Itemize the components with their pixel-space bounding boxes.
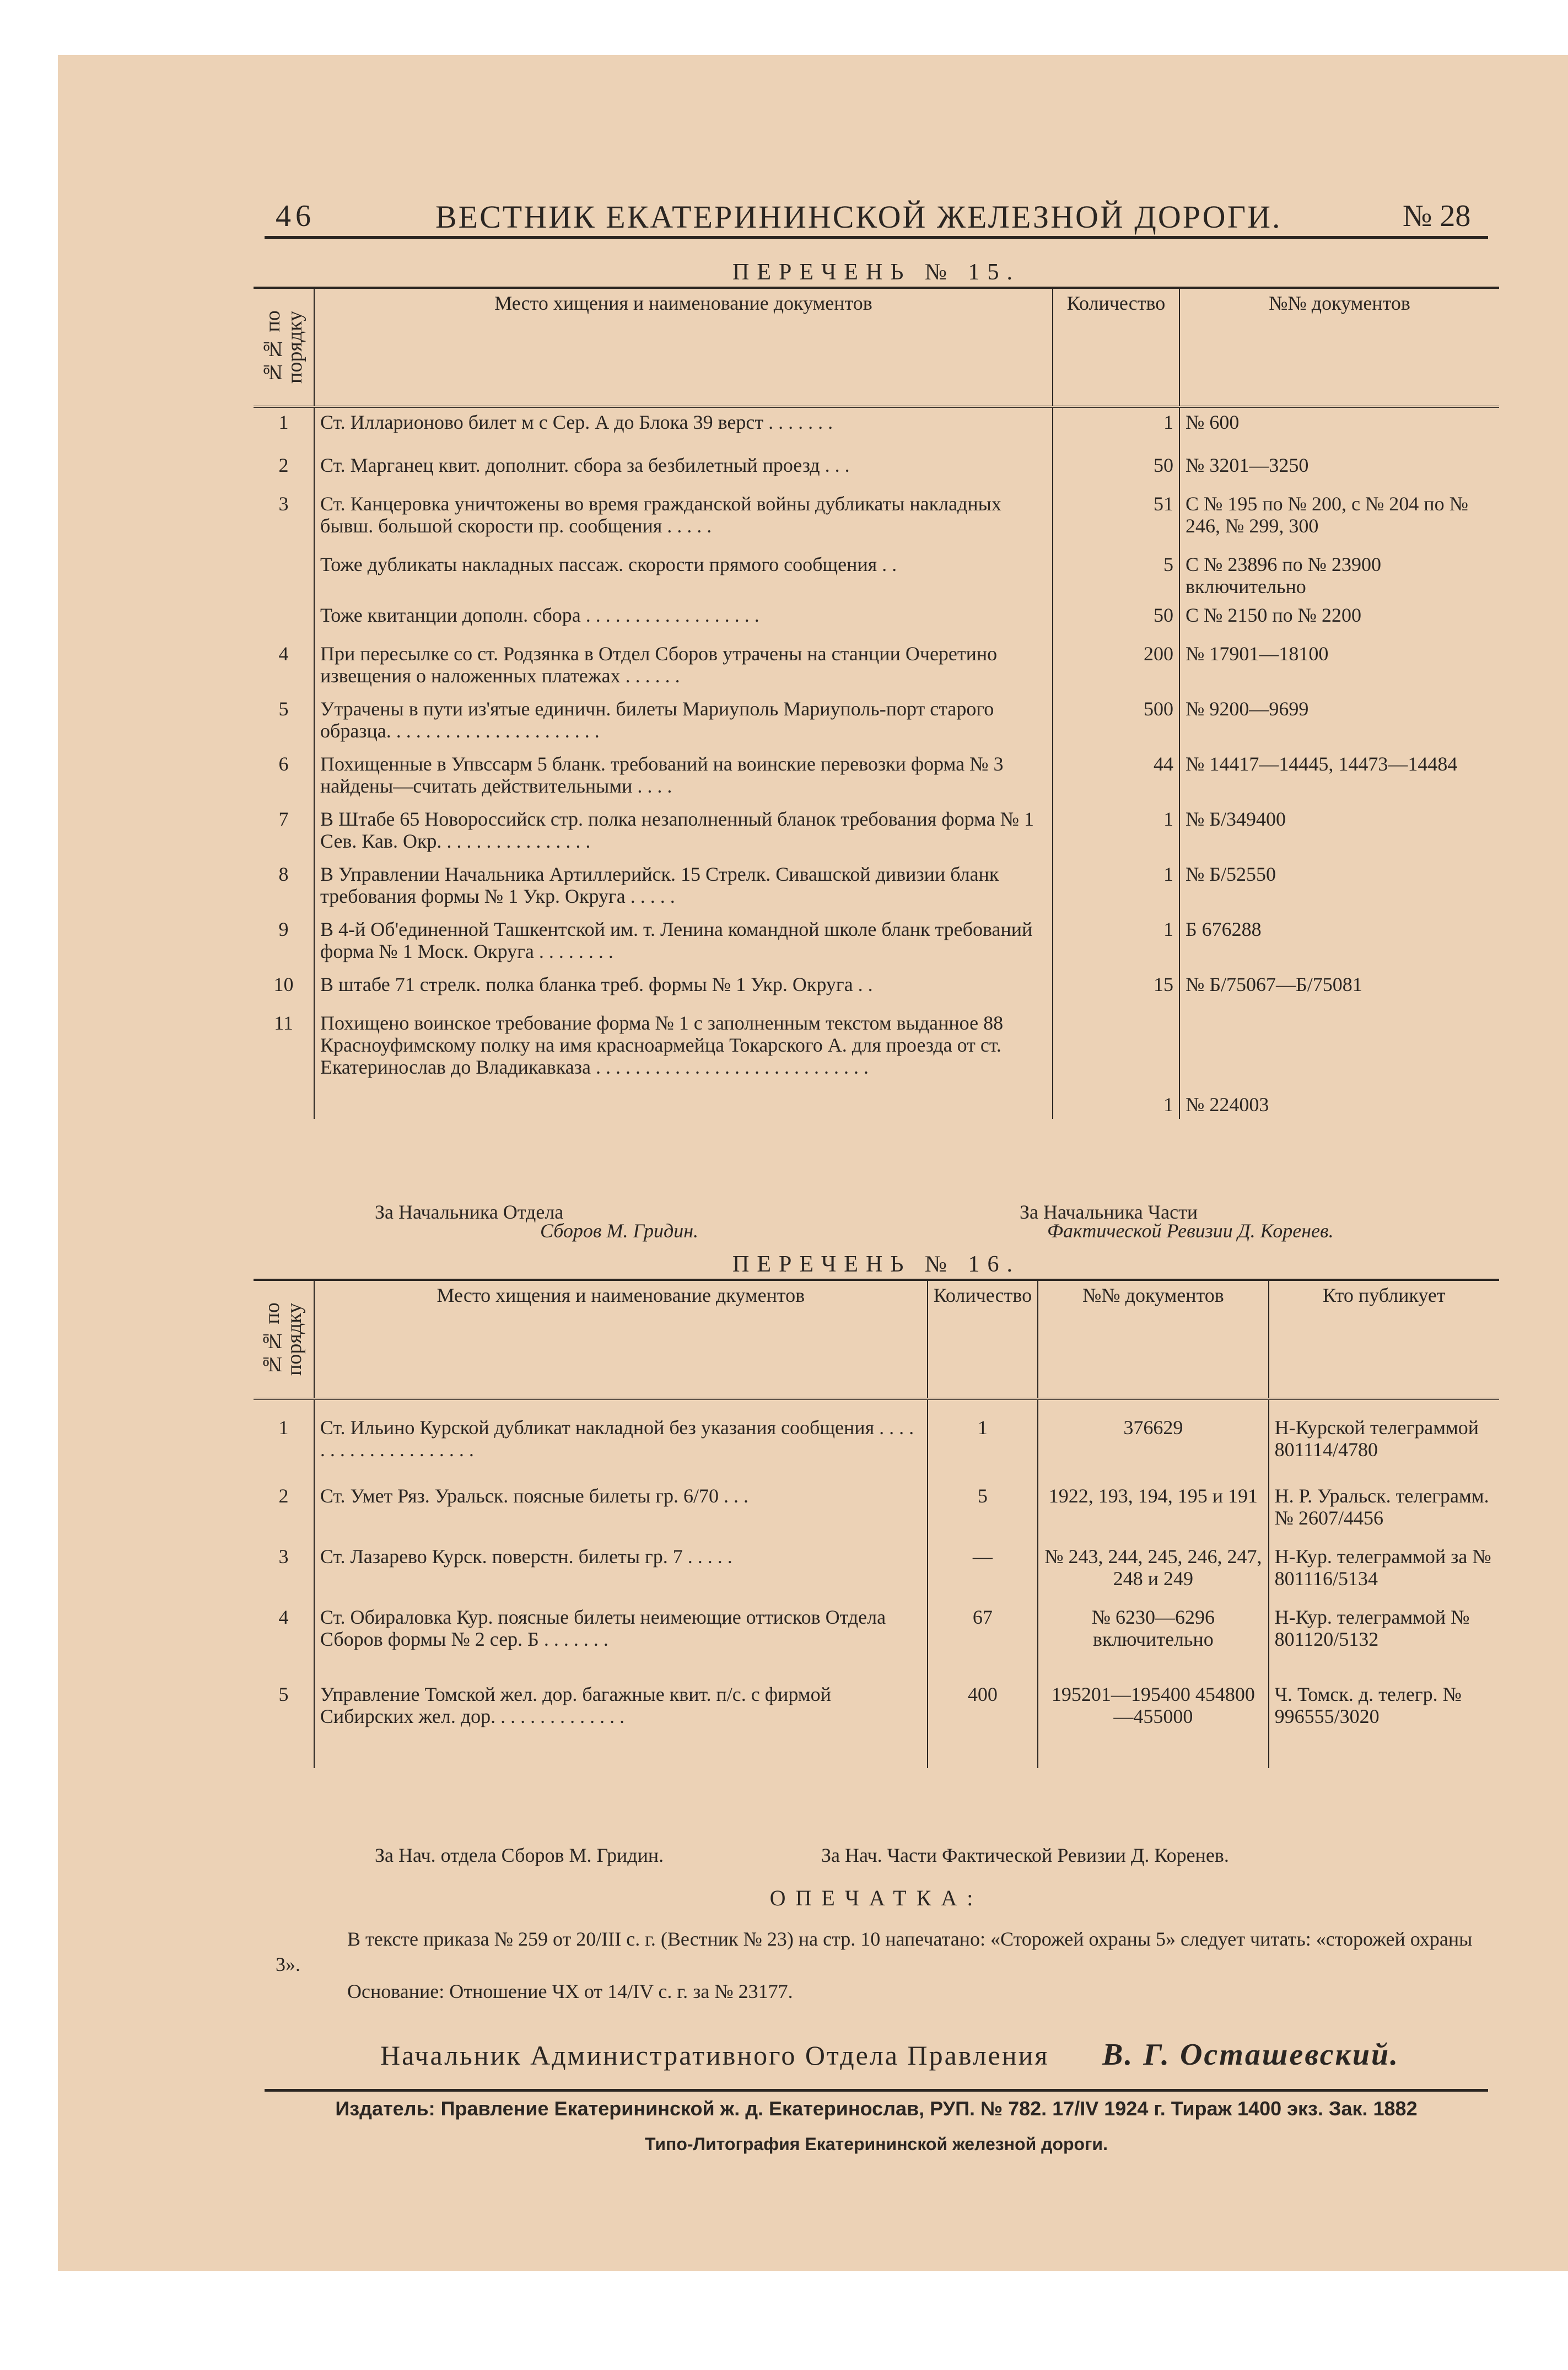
row-number: 5 <box>254 1680 314 1768</box>
list15-signature-left-2: Сборов М. Гридин. <box>540 1220 699 1242</box>
row-number: 6 <box>254 750 314 805</box>
col-number-header: №№ по порядку <box>254 1280 314 1399</box>
row-number: 2 <box>254 1482 314 1542</box>
row-quantity: 15 <box>1053 970 1179 1009</box>
printer-line: Типо-Литография Екатерининской железной дороги. <box>645 2134 1108 2154</box>
row-documents: С № 23896 по № 23900 включительно <box>1186 553 1381 597</box>
row-number: 4 <box>254 639 314 694</box>
row-number: 5 <box>254 694 314 750</box>
list16-caption: ПЕРЕЧЕНЬ № 16. <box>732 1252 1020 1277</box>
list16-signature-left: За Нач. отдела Сборов М. Гридин. <box>375 1844 664 1866</box>
table-row <box>254 1680 1499 1768</box>
table-row <box>254 750 1499 805</box>
row-description: При пересылке со ст. Родзянка в Отдел Сборов утрачены на станции Очеретино извещения о наложенных платежах . . . . . . <box>314 639 1053 694</box>
row-quantity: 51 <box>1053 489 1179 550</box>
row-description: Ст. Лазарево Курск. поверстн. билеты гр. 7 . . . . . <box>314 1542 928 1603</box>
list15-signature-right-1: За Начальника Части <box>1020 1201 1198 1223</box>
row-description: Тоже дубликаты накладных пассаж. скорости прямого сообщения . . <box>314 550 1053 601</box>
page-number: 46 <box>276 199 315 233</box>
row-number: 1 <box>254 407 314 451</box>
errata-heading: ОПЕЧАТКА: <box>769 1886 983 1910</box>
row-quantity: 5 <box>1053 550 1179 601</box>
table-row <box>254 550 1499 601</box>
row-description: В Управлении Начальника Артиллерийск. 15 Стрелк. Сивашской дивизии бланк требования формы № 1 Укр. Округа . . . . . <box>314 860 1053 915</box>
col-documents-header: №№ документов <box>1038 1280 1269 1399</box>
row-number: 9 <box>254 915 314 970</box>
row-publisher: Ч. Томск. д. телегр. № 996555/3020 <box>1274 1683 1462 1727</box>
list15-table <box>254 287 1499 1119</box>
table-row <box>254 489 1499 550</box>
table-row <box>254 915 1499 970</box>
row-documents: С № 2150 по № 2200 <box>1186 604 1361 626</box>
table-row <box>254 451 1499 489</box>
row-documents: № Б/52550 <box>1186 863 1276 885</box>
table-row <box>254 805 1499 860</box>
list15-caption: ПЕРЕЧЕНЬ № 15. <box>732 260 1020 285</box>
row-documents: 376629 <box>1038 1399 1269 1482</box>
row-publisher: Н-Кур. телеграммой за № 801116/5134 <box>1274 1545 1491 1590</box>
row-documents: № 243, 244, 245, 246, 247, 248 и 249 <box>1038 1542 1269 1603</box>
row-number: 3 <box>254 1542 314 1603</box>
row-number: 2 <box>254 451 314 489</box>
row-documents: № 224003 <box>1186 1094 1269 1116</box>
row-quantity: 44 <box>1053 750 1179 805</box>
row-quantity: — <box>928 1542 1038 1603</box>
row-quantity: 1 <box>1053 915 1179 970</box>
row-description: Ст. Илларионово билет м с Сер. А до Блока 39 верст . . . . . . . <box>314 407 1053 451</box>
row-quantity: 1 <box>1053 1009 1179 1119</box>
row-documents: 195201—195400 454800—455000 <box>1038 1680 1269 1768</box>
row-documents: № 17901—18100 <box>1186 643 1329 665</box>
row-number <box>254 601 314 639</box>
errata-basis: Основание: Отношение ЧХ от 14/IV с. г. за № 23177. <box>347 1980 793 2002</box>
row-publisher: Н. Р. Уральск. телеграмм. № 2607/4456 <box>1274 1485 1489 1529</box>
table-row <box>254 1542 1499 1603</box>
col-quantity-header: Количество <box>1053 288 1179 407</box>
issue-number: № 28 <box>1403 199 1471 233</box>
row-documents: № 14417—14445, 14473—14484 <box>1186 753 1458 775</box>
col-quantity-header: Количество <box>928 1280 1038 1399</box>
list15-signature-left-1: За Начальника Отдела <box>375 1201 564 1223</box>
row-description: Похищенные в Упвссарм 5 бланк. требований на воинские перевозки форма № 3 найдены—считать действительными . . . . <box>314 750 1053 805</box>
footer-rule <box>265 2089 1488 2092</box>
table-row <box>254 1399 1499 1482</box>
table-row <box>254 1482 1499 1542</box>
row-documents: № 3201—3250 <box>1186 454 1309 476</box>
row-description: Ст. Марганец квит. дополнит. сбора за безбилетный проезд . . . <box>314 451 1053 489</box>
row-description: В 4-й Об'единенной Ташкентской им. т. Ленина командной школе бланк требований форма № 1 Моск. Округа . . . . . . . . <box>314 915 1053 970</box>
row-documents: Б 676288 <box>1186 918 1262 940</box>
chief-title: Начальник Административного Отдела Правления <box>380 2040 1049 2071</box>
row-documents: № Б/75067—Б/75081 <box>1186 973 1362 995</box>
header-rule <box>265 236 1488 239</box>
row-publisher: Н-Кур. телеграммой № 801120/5132 <box>1274 1606 1470 1650</box>
row-quantity: 1 <box>928 1399 1038 1482</box>
row-description: Ст. Канцеровка уничтожены во время гражданской войны дубликаты накладных бывш. большой скорости пр. сообщения . . . . . <box>314 489 1053 550</box>
row-description: Утрачены в пути из'ятые единичн. билеты Мариуполь Мариуполь-порт старого образца. . . . . . . . . . . . . . . . . . . . . . <box>314 694 1053 750</box>
row-quantity: 1 <box>1053 805 1179 860</box>
row-documents: № Б/349400 <box>1186 808 1286 830</box>
row-quantity: 50 <box>1053 451 1179 489</box>
row-quantity: 67 <box>928 1603 1038 1680</box>
row-quantity: 200 <box>1053 639 1179 694</box>
row-description: В Штабе 65 Новороссийск стр. полка незаполненный бланок требования форма № 1 Сев. Кав. Окр. . . . . . . . . . . . . . . . <box>314 805 1053 860</box>
col-documents-header: №№ документов <box>1179 288 1499 407</box>
col-publisher-header: Кто публикует <box>1269 1280 1499 1399</box>
row-quantity: 400 <box>928 1680 1038 1768</box>
row-documents: № 600 <box>1186 411 1240 433</box>
row-quantity: 1 <box>1053 860 1179 915</box>
col-description-header: Место хищения и наименование дкументов <box>314 1280 928 1399</box>
table-row <box>254 601 1499 639</box>
row-documents: 1922, 193, 194, 195 и 191 <box>1038 1482 1269 1542</box>
row-documents: № 6230—6296 включительно <box>1038 1603 1269 1680</box>
row-number: 10 <box>254 970 314 1009</box>
table-row <box>254 694 1499 750</box>
row-number: 3 <box>254 489 314 550</box>
row-number <box>254 550 314 601</box>
row-number: 7 <box>254 805 314 860</box>
list15-signature-right-2: Фактической Ревизии Д. Коренев. <box>1047 1220 1334 1242</box>
list16-signature-right: За Нач. Части Фактической Ревизии Д. Коренев. <box>821 1844 1229 1866</box>
row-quantity: 1 <box>1053 407 1179 451</box>
chief-name: В. Г. Осташевский. <box>1102 2038 1400 2072</box>
row-quantity: 50 <box>1053 601 1179 639</box>
table-row <box>254 1603 1499 1680</box>
row-quantity: 500 <box>1053 694 1179 750</box>
row-number: 1 <box>254 1399 314 1482</box>
table-row <box>254 860 1499 915</box>
table-row <box>254 639 1499 694</box>
row-description: Ст. Обираловка Кур. поясные билеты неимеющие оттисков Отдела Сборов формы № 2 сер. Б . . . . . . . <box>314 1603 928 1680</box>
row-number: 4 <box>254 1603 314 1680</box>
row-number: 8 <box>254 860 314 915</box>
table-row <box>254 1009 1499 1119</box>
row-description: Ст. Ильино Курской дубликат накладной без указания сообщения . . . . . . . . . . . . . . . . . . . . <box>314 1399 928 1482</box>
row-documents: № 9200—9699 <box>1186 698 1309 720</box>
row-documents: С № 195 по № 200, с № 204 по № 246, № 299, 300 <box>1186 493 1468 537</box>
list16-table <box>254 1279 1499 1768</box>
table-row <box>254 970 1499 1009</box>
row-number: 11 <box>254 1009 314 1119</box>
table-row <box>254 407 1499 451</box>
row-description: Ст. Умет Ряз. Уральск. поясные билеты гр. 6/70 . . . <box>314 1482 928 1542</box>
row-publisher: Н-Курской телеграммой 801114/4780 <box>1274 1416 1479 1461</box>
row-quantity: 5 <box>928 1482 1038 1542</box>
row-description: В штабе 71 стрелк. полка бланка треб. формы № 1 Укр. Округа . . <box>314 970 1053 1009</box>
journal-title: ВЕСТНИК ЕКАТЕРИНИНСКОЙ ЖЕЛЕЗНОЙ ДОРОГИ. <box>435 199 1282 235</box>
col-number-header: №№ по порядку <box>254 288 314 407</box>
errata-text: В тексте приказа № 259 от 20/III с. г. (Вестник № 23) на стр. 10 напечатано: «Сторожей охраны 5» следует читать: «сторожей охраны 3». <box>276 1928 1473 1975</box>
col-description-header: Место хищения и наименование документов <box>314 288 1053 407</box>
row-description: Тоже квитанции дополн. сбора . . . . . . . . . . . . . . . . . . <box>314 601 1053 639</box>
row-description: Похищено воинское требование форма № 1 с заполненным текстом выданное 88 Красноуфимскому полку на имя красноармейца Токарского А. для проезда от ст. Екатеринослав до Владикавказа . . . . . . . . . . . . . . . . . . . . . . . . . . . . <box>314 1009 1053 1119</box>
imprint: Издатель: Правление Екатерининской ж. д. Екатеринослав, РУП. № 782. 17/IV 1924 г. Тираж 1400 экз. Зак. 1882 <box>335 2097 1418 2120</box>
row-description: Управление Томской жел. дор. багажные квит. п/с. с фирмой Сибирских жел. дор. . . . . . . . . . . . . . <box>314 1680 928 1768</box>
